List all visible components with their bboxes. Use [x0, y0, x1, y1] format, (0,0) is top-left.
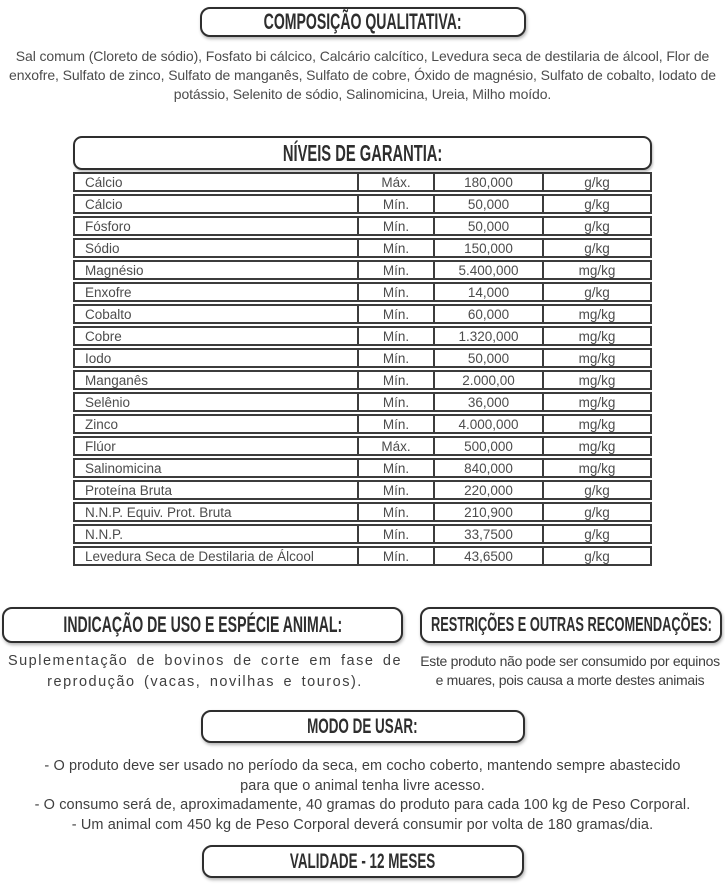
- table-cell-value: 150,000: [435, 240, 544, 256]
- modo-title-box: [201, 710, 525, 743]
- table-cell-name: Enxofre: [75, 284, 359, 300]
- modo-text: [0, 757, 725, 835]
- table-cell-unit: g/kg: [584, 482, 610, 498]
- table-cell-name: N.N.P. Equiv. Prot. Bruta: [75, 504, 359, 520]
- garantia-table: [73, 136, 652, 566]
- table-cell-value: 1.320,000: [435, 328, 544, 344]
- composicao-title-box: [200, 7, 526, 37]
- table-cell-unit: g/kg: [584, 548, 610, 564]
- table-cell-unit: g/kg: [584, 218, 610, 234]
- table-row: [73, 326, 652, 346]
- table-row: [73, 458, 652, 478]
- table-cell-value: 2.000,00: [435, 372, 544, 388]
- table-cell-unit: mg/kg: [578, 438, 616, 454]
- table-cell-name: Proteína Bruta: [75, 482, 359, 498]
- table-cell-value: 33,7500: [435, 526, 544, 542]
- table-cell-name: Magnésio: [75, 262, 359, 278]
- indicacao-text: Suplementação de bovinos de corte em fase de reprodução (vacas, novilhas e touros).: [7, 653, 403, 690]
- table-cell-limit: Mín.: [359, 548, 435, 564]
- table-cell-value: 36,000: [435, 394, 544, 410]
- modo-line: para que o animal tenha livre acesso.: [240, 777, 485, 794]
- table-row: [73, 172, 652, 192]
- table-row: [73, 370, 652, 390]
- table-cell-value: 4.000,000: [435, 416, 544, 432]
- table-cell-name: Zinco: [75, 416, 359, 432]
- table-cell-limit: Mín.: [359, 218, 435, 234]
- validade-title-box: [202, 845, 524, 878]
- table-cell-value: 180,000: [435, 174, 544, 190]
- table-cell-name: Sódio: [75, 240, 359, 256]
- table-cell-value: 14,000: [435, 284, 544, 300]
- table-cell-value: 840,000: [435, 460, 544, 476]
- table-cell-name: Iodo: [75, 350, 359, 366]
- table-cell-name: Cálcio: [75, 196, 359, 212]
- table-cell-value: 50,000: [435, 218, 544, 234]
- table-row: [73, 436, 652, 456]
- table-row: [73, 216, 652, 236]
- table-cell-limit: Máx.: [359, 174, 435, 190]
- table-cell-limit: Mín.: [359, 350, 435, 366]
- garantia-title: NÍVEIS DE GARANTIA:: [282, 139, 443, 166]
- table-cell-unit: mg/kg: [578, 328, 616, 344]
- table-cell-limit: Mín.: [359, 526, 435, 542]
- modo-line: - Um animal com 450 kg de Peso Corporal deverá consumir por volta de 180 gramas/dia.: [71, 816, 654, 833]
- indicacao-title: INDICAÇÃO DE USO E ESPÉCIE ANIMAL:: [63, 612, 342, 637]
- table-row: [73, 480, 652, 500]
- table-cell-name: Levedura Seca de Destilaria de Álcool: [75, 548, 359, 564]
- table-row: [73, 392, 652, 412]
- table-cell-unit: g/kg: [584, 526, 610, 542]
- table-cell-name: Fósforo: [75, 218, 359, 234]
- ingredients-text: Sal comum (Cloreto de sódio), Fosfato bi cálcico, Calcário calcítico, Levedura seca de destilaria de álcool, Flor de enxofre, Sulfato de zinco, Sulfato de manganês, Sulfato de cobre, Óxido de magnésio, Sulfato de cobalto, Iodato de potássio, Selenito de sódio, Salinomicina, Ureia, Milho moído.: [9, 48, 716, 102]
- restricoes-title: RESTRIÇÕES E OUTRAS RECOMENDAÇÕES:: [430, 613, 712, 636]
- table-cell-unit: mg/kg: [578, 394, 616, 410]
- table-row: [73, 348, 652, 368]
- table-cell-unit: g/kg: [584, 174, 610, 190]
- table-row: [73, 260, 652, 280]
- table-row: [73, 194, 652, 214]
- validade-title: VALIDADE - 12 MESES: [289, 849, 436, 873]
- table-row: [73, 502, 652, 522]
- table-cell-value: 210,900: [435, 504, 544, 520]
- table-row: [73, 238, 652, 258]
- table-cell-value: 500,000: [435, 438, 544, 454]
- table-cell-unit: mg/kg: [578, 460, 616, 476]
- table-cell-name: Salinomicina: [75, 460, 359, 476]
- modo-title: MODO DE USAR:: [307, 714, 418, 738]
- table-cell-unit: mg/kg: [578, 416, 616, 432]
- table-cell-unit: mg/kg: [578, 306, 616, 322]
- table-cell-limit: Máx.: [359, 438, 435, 454]
- table-cell-unit: g/kg: [584, 240, 610, 256]
- table-cell-value: 50,000: [435, 350, 544, 366]
- table-cell-unit: g/kg: [584, 196, 610, 212]
- table-cell-value: 220,000: [435, 482, 544, 498]
- table-cell-limit: Mín.: [359, 504, 435, 520]
- garantia-rows: [73, 172, 652, 566]
- table-cell-unit: g/kg: [584, 504, 610, 520]
- table-cell-limit: Mín.: [359, 262, 435, 278]
- table-cell-name: Selênio: [75, 394, 359, 410]
- restricoes-text: Este produto não pode ser consumido por equinos e muares, pois causa a morte destes animais: [420, 653, 720, 688]
- table-cell-name: Manganês: [75, 372, 359, 388]
- table-cell-unit: mg/kg: [578, 372, 616, 388]
- table-cell-name: Flúor: [75, 438, 359, 454]
- table-cell-value: 50,000: [435, 196, 544, 212]
- table-cell-name: Cálcio: [75, 174, 359, 190]
- table-row: [73, 524, 652, 544]
- table-cell-unit: mg/kg: [578, 350, 616, 366]
- table-cell-limit: Mín.: [359, 284, 435, 300]
- table-cell-unit: g/kg: [584, 284, 610, 300]
- table-cell-name: Cobalto: [75, 306, 359, 322]
- composicao-title: COMPOSIÇÃO QUALITATIVA:: [263, 9, 462, 34]
- table-cell-unit: mg/kg: [578, 262, 616, 278]
- table-row: [73, 546, 652, 566]
- restricoes-title-box: [420, 607, 722, 643]
- table-cell-name: N.N.P.: [75, 526, 359, 542]
- table-cell-limit: Mín.: [359, 372, 435, 388]
- table-cell-limit: Mín.: [359, 328, 435, 344]
- table-row: [73, 304, 652, 324]
- table-cell-limit: Mín.: [359, 306, 435, 322]
- table-cell-limit: Mín.: [359, 394, 435, 410]
- table-cell-limit: Mín.: [359, 416, 435, 432]
- table-row: [73, 414, 652, 434]
- table-cell-limit: Mín.: [359, 196, 435, 212]
- table-cell-value: 60,000: [435, 306, 544, 322]
- table-cell-name: Cobre: [75, 328, 359, 344]
- modo-line: - O consumo será de, aproximadamente, 40 gramas do produto para cada 100 kg de Peso Corporal.: [34, 797, 691, 813]
- modo-line: - O produto deve ser usado no período da seca, em cocho coberto, mantendo sempre abastecido: [44, 758, 681, 774]
- table-cell-limit: Mín.: [359, 482, 435, 498]
- garantia-title-box: [73, 136, 652, 170]
- table-cell-limit: Mín.: [359, 240, 435, 256]
- table-cell-value: 43,6500: [435, 548, 544, 564]
- table-cell-value: 5.400,000: [435, 262, 544, 278]
- indicacao-title-box: [2, 607, 403, 643]
- table-cell-limit: Mín.: [359, 460, 435, 476]
- table-row: [73, 282, 652, 302]
